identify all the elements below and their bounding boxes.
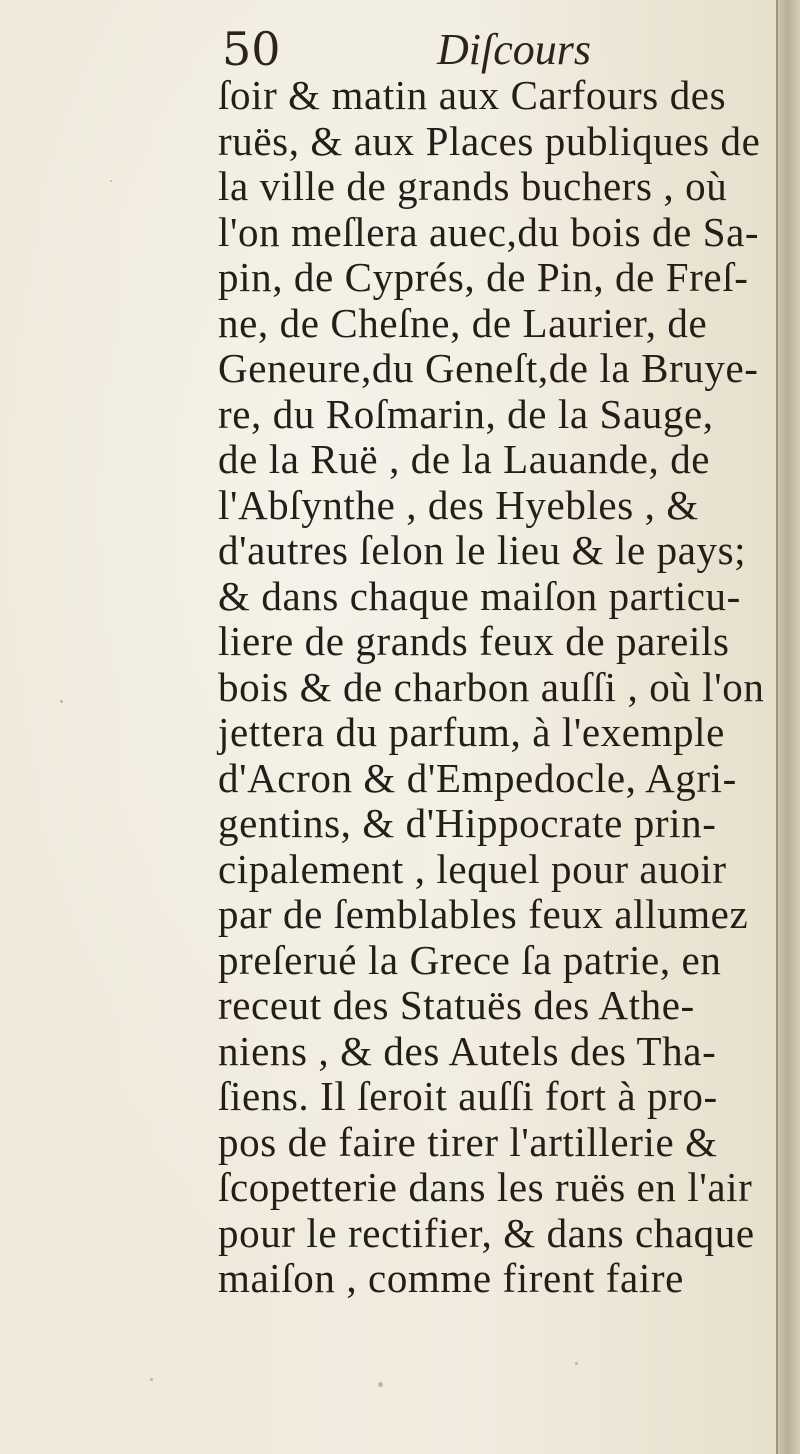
running-head: Diſcours [437,25,591,74]
text-line: liere de grands feux de pareils [218,618,730,664]
text-line: preſerué la Grece ſa patrie, en [218,936,722,983]
text-line: & dans chaque maiſon particu- [218,572,741,619]
text-line: jettera du parfum, à l'exemple [218,709,725,755]
text-line: re, du Roſmarin, de la Sauge, [218,390,714,437]
body-text [218,73,778,1302]
page-edge [776,0,800,1454]
text-line: receut des Statuës des Athe- [218,982,695,1028]
text-line: maiſon , comme firent faire [218,1255,684,1301]
text-line: la ville de grands buchers , où [218,163,728,209]
text-line: ſcopetterie dans les ruës en l'air [218,1164,753,1210]
text-line: niens , & des Autels des Tha- [218,1027,717,1074]
text-line: cipalement , lequel pour auoir [218,845,727,892]
page-number: 50 [222,22,281,76]
text-line: gentins, & d'Hippocrate prin- [218,800,717,846]
text-line: l'Abſynthe , des Hyebles , & [218,481,699,528]
text-line: l'on meſlera auec,du bois de Sa- [218,208,760,255]
text-line: d'Acron & d'Empedocle, Agri- [218,754,737,801]
text-line: pos de faire tirer l'artillerie & [218,1118,718,1165]
text-line: bois & de charbon auſſi , où l'on [218,663,765,710]
text-line: ruës, & aux Places publiques de [218,117,761,164]
text-line: ne, de Cheſne, de Laurier, de [218,299,708,346]
text-line: ſoir & matin aux Carfours des [218,72,727,118]
text-line: de la Ruë , de la Lauande, de [218,436,711,482]
text-line: pin, de Cyprés, de Pin, de Freſ- [218,254,749,300]
text-line: par de ſemblables feux allumez [218,891,749,937]
text-line: ſiens. Il ſeroit auſſi fort à pro- [218,1073,718,1119]
text-line: pour le rectifier, & dans chaque [218,1209,755,1256]
text-line: Geneure,du Geneſt,de la Bruye- [218,345,759,391]
text-line: d'autres ſelon le lieu & le pays; [218,527,747,573]
